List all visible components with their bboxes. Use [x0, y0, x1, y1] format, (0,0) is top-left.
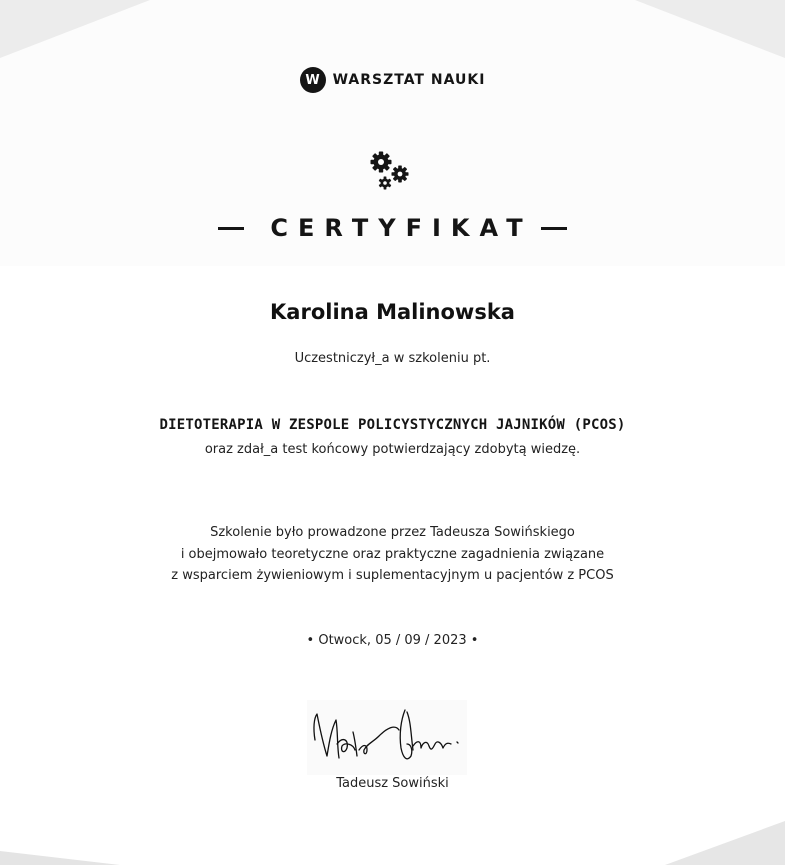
logo-letter: W [305, 72, 320, 88]
description-line: i obejmowało teoretyczne oraz praktyczne zagadnienia związane [180, 546, 605, 562]
course-title: DIETOTERAPIA W ZESPOLE POLICYSTYCZNYCH JAJNIKÓW (PCOS) [159, 417, 626, 433]
description-line: Szkolenie było prowadzone przez Tadeusza Sowińskiego [210, 525, 575, 540]
participation-text: Uczestniczył_a w szkoleniu pt. [294, 351, 491, 366]
title-dash-left [218, 227, 244, 230]
passed-test-text: oraz zdał_a test końcowy potwierdzający zdobytą wiedzę. [204, 442, 581, 457]
signer-name: Tadeusz Sowiński [336, 776, 449, 791]
gears-icon [368, 150, 412, 194]
certificate-title [0, 214, 785, 242]
handwritten-signature [307, 700, 467, 775]
w-circle-logo-icon [300, 67, 326, 93]
corner-decoration-bottom-left [0, 851, 120, 865]
title-dash-right [541, 227, 567, 230]
corner-decoration-top-right [635, 0, 785, 58]
brand-name: WARSZTAT NAUKI [332, 72, 486, 88]
recipient-name: Karolina Malinowska [270, 300, 515, 324]
corner-decoration-bottom-right [665, 821, 785, 865]
place-and-date: • Otwock, 05 / 09 / 2023 • [306, 633, 479, 648]
course-description [0, 522, 785, 587]
brand-logo [0, 67, 785, 93]
description-line: z wsparciem żywieniowym i suplementacyjnym u pacjentów z PCOS [171, 568, 614, 583]
certificate-title-text: CERTYFIKAT [270, 214, 533, 242]
corner-decoration-top-left [0, 0, 150, 58]
